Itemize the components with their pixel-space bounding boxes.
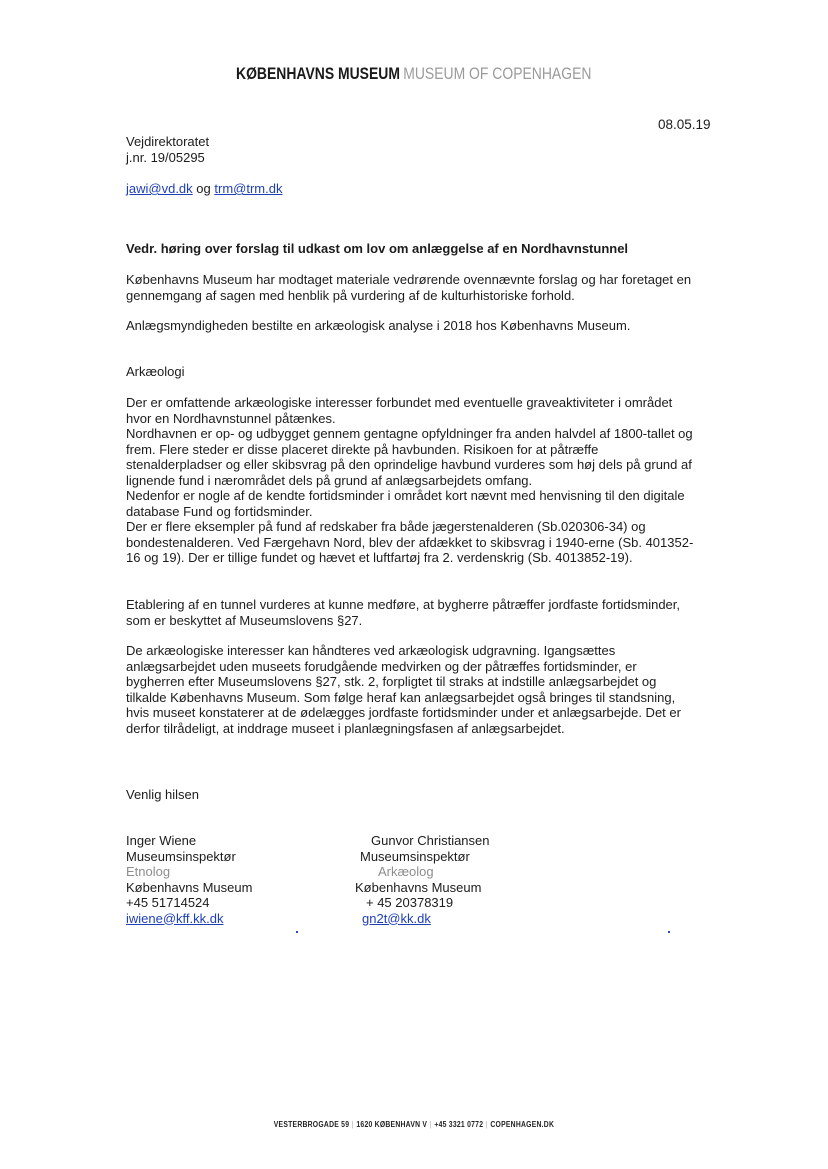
recipient-emails	[126, 181, 282, 197]
footer-web: COPENHAGEN.DK	[490, 1120, 555, 1129]
text-line: derfor tilrådeligt, at inddrage museet i planlægningsfasen af anlægsarbejdet.	[126, 720, 565, 736]
footer-phone: +45 3321 0772	[434, 1120, 484, 1129]
email-link-vd[interactable]: jawi@vd.dk	[126, 181, 193, 196]
signatory-title: Museumsinspektør	[126, 848, 236, 864]
signature-block-right	[355, 833, 490, 926]
closing-greeting: Venlig hilsen	[126, 787, 199, 802]
text-line: lignende fund i nærområdet dels på grund af anlægsarbejdets omfang.	[126, 472, 533, 488]
signatory-phone: +45 51714524	[126, 895, 210, 910]
text-line: hvis museet konstaterer at de ødelægges jordfaste fortidsminder under et anlægsarbejde. Det er	[126, 705, 681, 720]
footer-postal: 1620 KØBENHAVN V	[356, 1120, 428, 1129]
tunnel-paragraph	[126, 597, 726, 628]
signatory-field: Arkæolog	[378, 864, 434, 879]
text-line: Etablering af en tunnel vurderes at kunne medføre, at bygherre påtræffer jordfaste fortidsminder,	[126, 597, 681, 612]
footer-separator: |	[351, 1120, 354, 1129]
signatory-name: Gunvor Christiansen	[371, 833, 490, 848]
text-line: Københavns Museum har modtaget materiale vedrørende ovennævnte forslag og har foretaget en	[126, 272, 692, 287]
text-line: tilkalde Københavns Museum. Som følge heraf kan anlægsarbejdet også bringes til standsning,	[126, 689, 676, 705]
intro-paragraph	[126, 272, 726, 303]
signatory-name: Inger Wiene	[126, 833, 197, 848]
letter-date: 08.05.19	[658, 117, 711, 132]
signatory-org: Københavns Museum	[355, 879, 482, 895]
signatory-field: Etnolog	[126, 864, 171, 879]
text-line: 16 og 19). Der er tillige fundet og hævet et luftfartøj fra 2. verdenskrig (Sb. 4013852-19).	[126, 550, 633, 565]
text-line: database Fund og fortidsminder.	[126, 503, 313, 519]
museum-logo	[236, 64, 591, 84]
recipient-name: Vejdirektoratet	[126, 134, 210, 149]
email-connector: og	[196, 181, 211, 196]
text-line: hvor en Nordhavnstunnel påtænkes.	[126, 410, 336, 426]
archaeology-paragraph	[126, 395, 726, 566]
letter-subject: Vedr. høring over forslag til udkast om lov om anlæggelse af en Nordhavnstunnel	[126, 241, 629, 256]
logo-primary: KØBENHAVNS MUSEUM	[236, 64, 401, 83]
signatory-title: Museumsinspektør	[360, 848, 470, 864]
text-line: bondestenalderen. Ved Færgehavn Nord, blev der afdækket to skibsvrag i 1940-erne (Sb. 401352-	[126, 534, 694, 550]
signatory-phone: + 45 20378319	[366, 895, 454, 910]
text-line: frem. Flere steder er disse placeret direkte på havbunden. Risikoen for at påtræffe	[126, 441, 599, 457]
email-link-trm[interactable]: trm@trm.dk	[214, 181, 283, 196]
footer-separator: |	[429, 1120, 432, 1129]
text-line: bygherren efter Museumslovens §27, stk. 2, forpligtet til straks at indstille anlægsarbejdet og	[126, 674, 657, 689]
text-line: Nordhavnen er op- og udbygget gennem gentagne opfyldninger fra anden halvdel af 1800-tallet og	[126, 426, 693, 441]
text-line: De arkæologiske interesser kan håndteres ved arkæologisk udgravning. Igangsættes	[126, 643, 616, 658]
signatory-org: Københavns Museum	[126, 879, 253, 895]
letter-footer	[0, 1114, 828, 1132]
signature-block-left	[126, 833, 252, 926]
section-heading-arkaeologi: Arkæologi	[126, 364, 185, 379]
text-line: Der er flere eksempler på fund af redskaber fra både jægerstenalderen (Sb.020306-34) og	[126, 519, 646, 534]
signatory-email-link[interactable]: iwiene@kff.kk.dk	[126, 910, 224, 926]
text-line: gennemgang af sagen med henblik på vurdering af de kulturhistoriske forhold.	[126, 287, 575, 303]
footer-separator: |	[485, 1120, 488, 1129]
handling-paragraph	[126, 643, 726, 736]
scan-speck	[668, 931, 670, 933]
text-line: Anlægsmyndigheden bestilte en arkæologisk analyse i 2018 hos Københavns Museum.	[126, 318, 631, 333]
letterhead	[0, 64, 828, 84]
logo-secondary: MUSEUM OF COPENHAGEN	[403, 64, 592, 83]
scan-speck	[296, 931, 298, 933]
text-line: Der er omfattende arkæologiske interesser forbundet med eventuelle graveaktiviteter i området	[126, 395, 673, 410]
footer-address: VESTERBROGADE 59	[273, 1120, 350, 1129]
reference-number: j.nr. 19/05295	[126, 150, 205, 165]
signatory-email-link[interactable]: gn2t@kk.dk	[362, 910, 431, 926]
text-line: som er beskyttet af Museumslovens §27.	[126, 612, 363, 628]
text-line: Nedenfor er nogle af de kendte fortidsminder i området kort nævnt med henvisning til den digitale	[126, 488, 685, 503]
text-line: stenalderpladser og eller skibsvrag på den oprindelige havbund vurderes som høj dels på grund af	[126, 457, 692, 472]
analysis-paragraph	[126, 318, 726, 334]
text-line: anlægsarbejdet uden museets forudgående medvirken og der påtræffes fortidsminder, er	[126, 658, 637, 674]
